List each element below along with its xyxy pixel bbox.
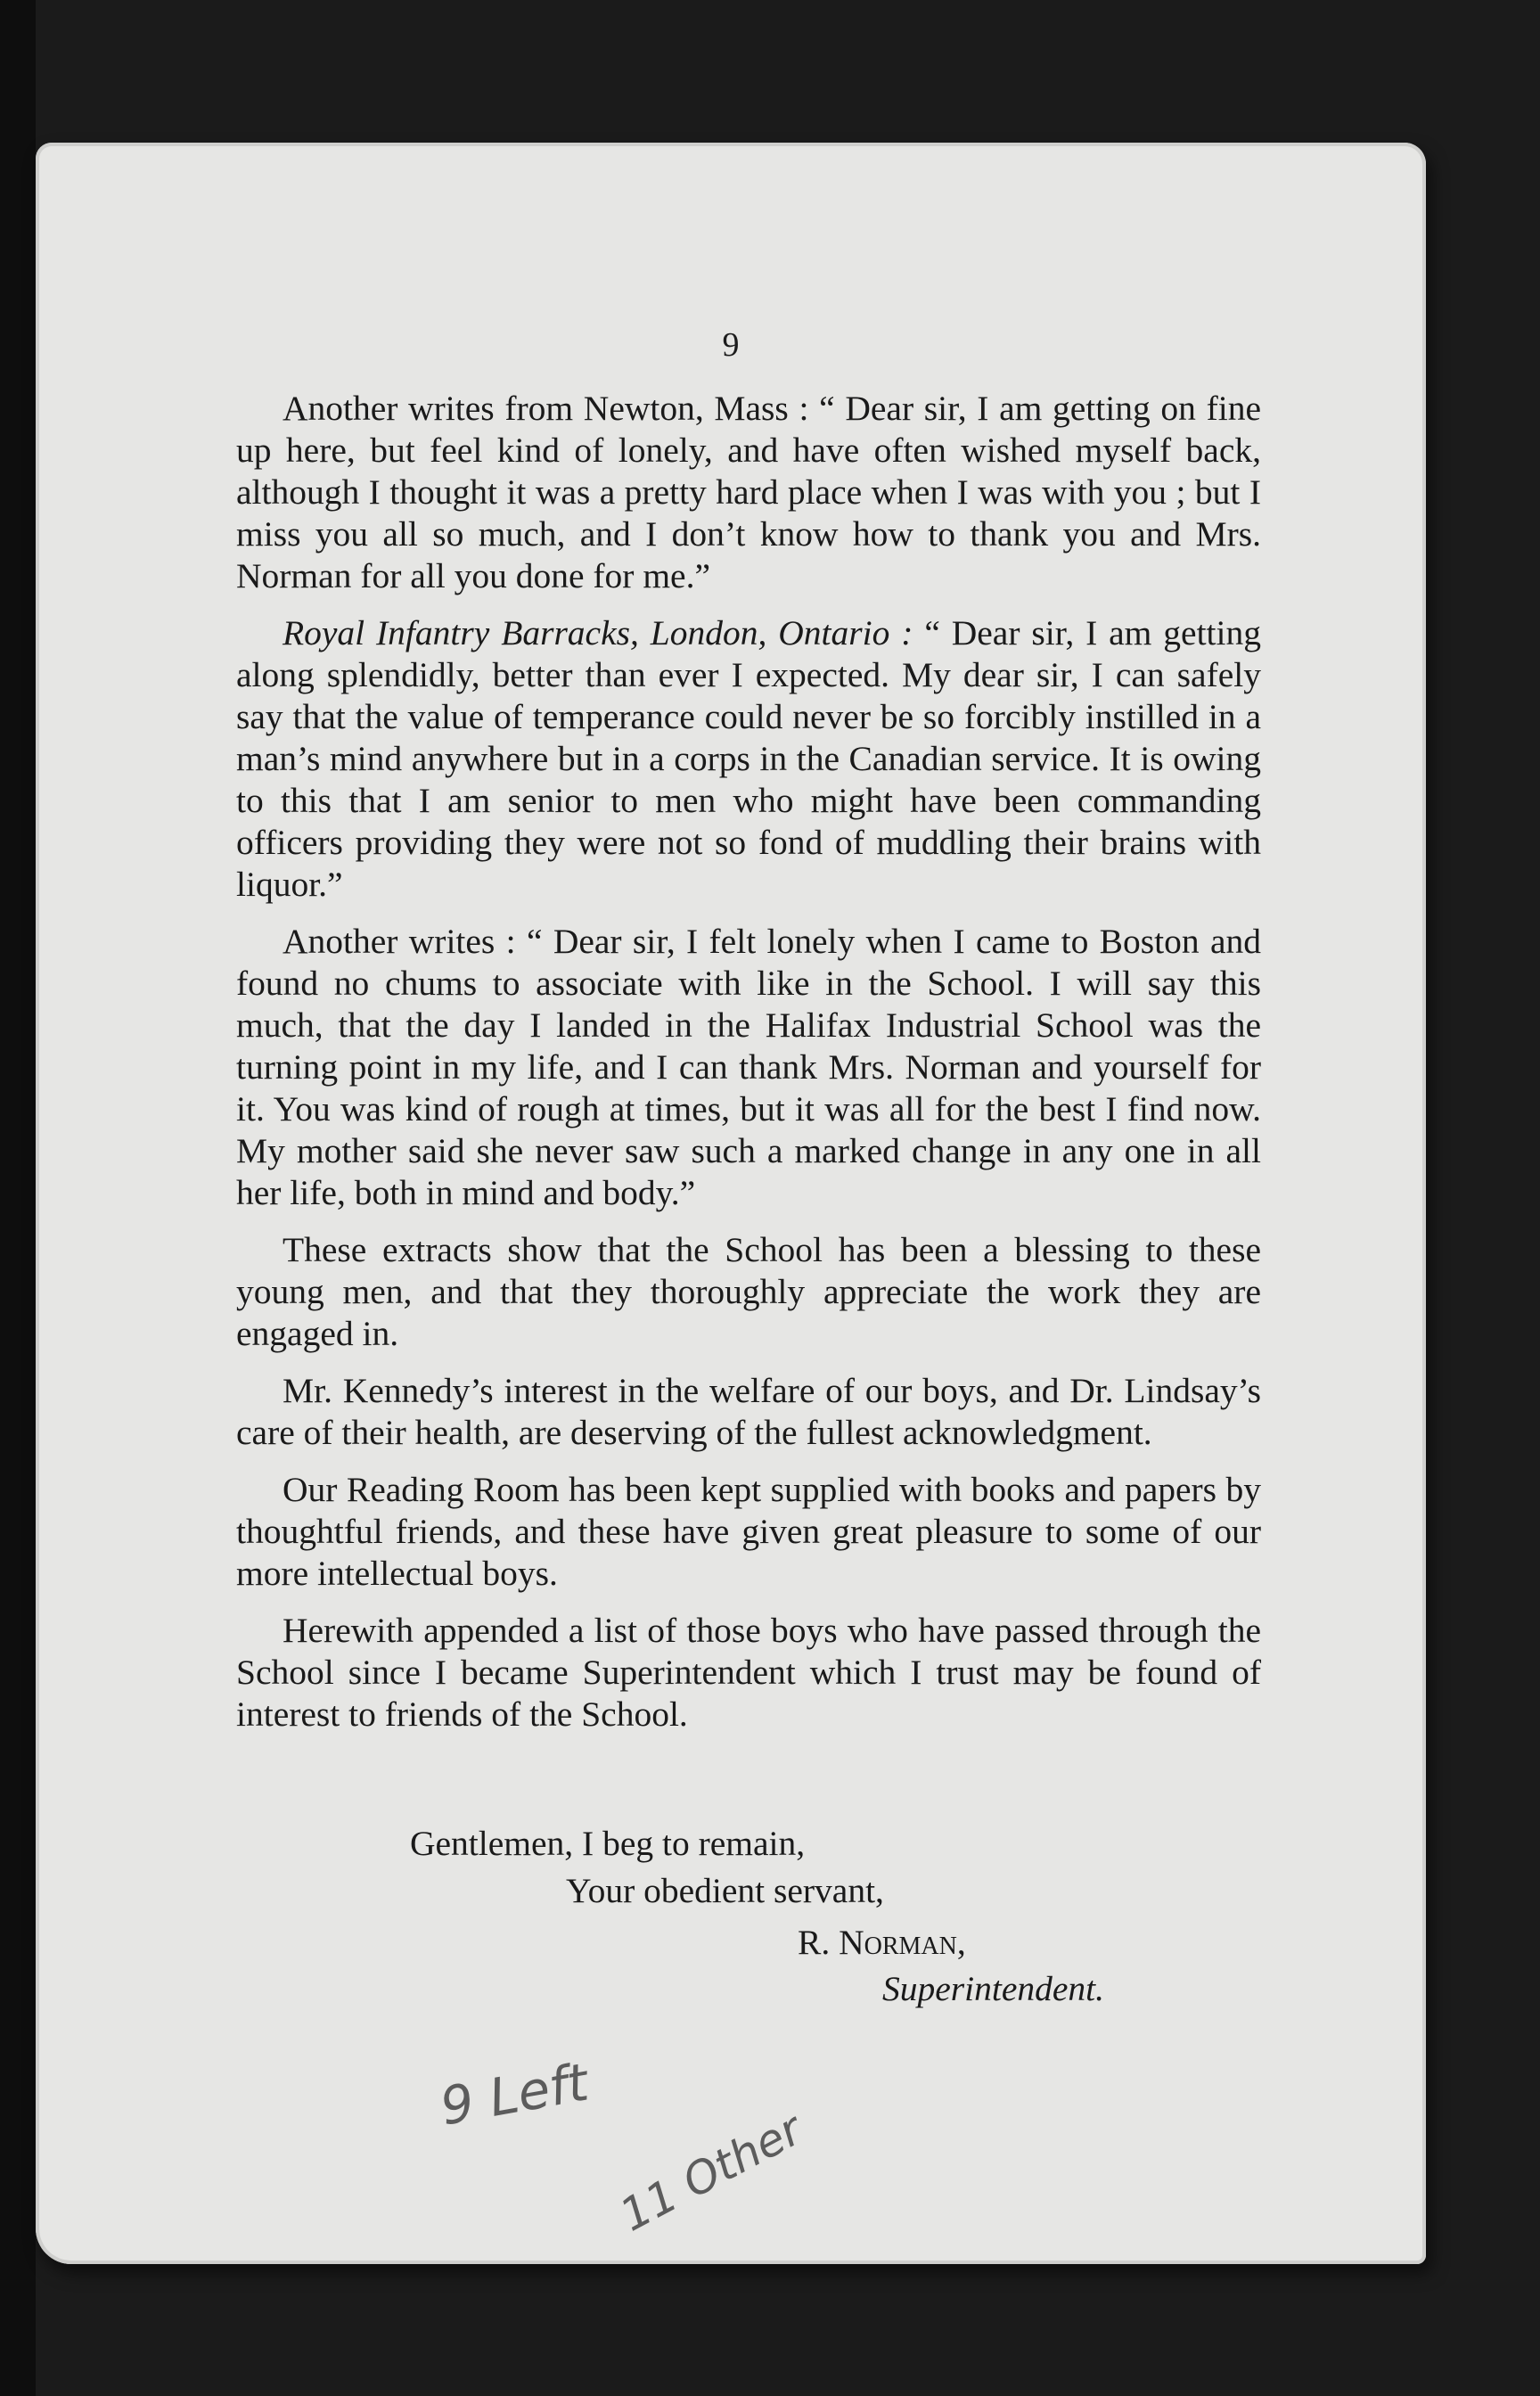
letter-body xyxy=(236,388,1261,1751)
paragraph-boston: Another writes : “ Dear sir, I felt lonely when I came to Boston and found no chums to associate with like in the School. I will say this much, that the day I landed in the Halifax Industrial School was the turning point in my life, and I can thank Mrs. Norman and yourself for it. You was kind of rough at times, but it was all for the best I find now. My mother said she never saw such a marked change in any one in all her life, both in mind and body.” xyxy=(236,922,1261,1212)
place-heading: Royal Infantry Barracks, London, Ontario : xyxy=(283,613,913,652)
page-number: 9 xyxy=(722,326,740,364)
scanner-backdrop xyxy=(0,0,36,2396)
handwritten-note-left: 9 Left xyxy=(436,2051,593,2138)
paragraph-herewith: Herewith appended a list of those boys who have passed through the School since I became Superintendent which I trust may be found of interest to friends of the School. xyxy=(236,1611,1261,1734)
paragraph-kennedy: Mr. Kennedy’s interest in the welfare of our boys, and Dr. Lindsay’s care of their health, are deserving of the fullest acknowledgment. xyxy=(236,1371,1261,1452)
document-page xyxy=(36,143,1426,2264)
signature-name: R. Norman, xyxy=(798,1923,966,1962)
handwritten-note-other: 11 Other xyxy=(611,2103,811,2242)
closing-remain: Gentlemen, I beg to remain, xyxy=(410,1824,806,1863)
paragraph-london-ontario xyxy=(236,612,1261,906)
paragraph-extracts: These extracts show that the School has been a blessing to these young men, and that they thoroughly appreciate the work they are engaged in. xyxy=(236,1230,1261,1353)
paragraph-newton: Another writes from Newton, Mass : “ Dear sir, I am getting on fine up here, but feel kind of lonely, and have often wished myself back, although I thought it was a pretty hard place when I was with you ; but I miss you all so much, and I don’t know how to thank you and Mrs. Norman for all you done for me.” xyxy=(236,389,1261,595)
paragraph-london-text: “ Dear sir, I am getting along splendidly, better than ever I expected. My dear sir, I can safely say that the value of temperance could never be so forcibly instilled in a man’s mind anywhere but in a corps in the Canadian service. It is owing to this that I am senior to men who might have been commanding officers providing they were not so fond of muddling their brains with liquor.” xyxy=(236,613,1262,904)
closing-servant: Your obedient servant, xyxy=(566,1871,884,1910)
paragraph-reading-room: Our Reading Room has been kept supplied with books and papers by thoughtful friends, and these have given great pleasure to some of our more intellectual boys. xyxy=(236,1470,1261,1593)
signature-title: Superintendent. xyxy=(882,1969,1105,2008)
